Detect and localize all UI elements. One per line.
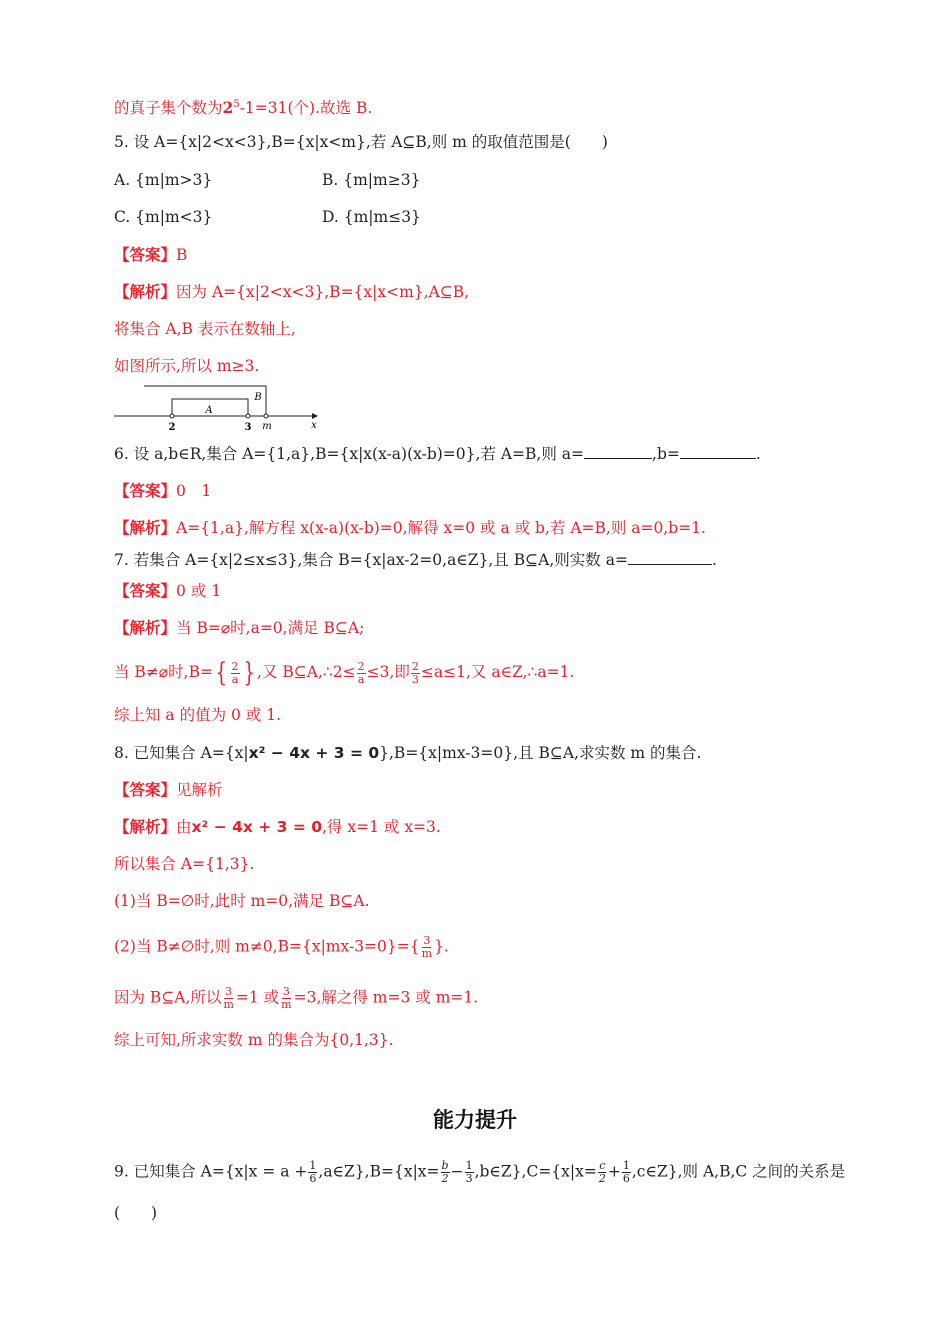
text: 当 B≠⌀时,B= [114,663,213,681]
point-2 [170,414,174,418]
point-m [264,414,268,418]
numerator: 1 [622,1159,630,1172]
answer-tag: 【答案】 [114,481,177,500]
denominator: 2 [598,1172,606,1185]
numerator: 3 [423,934,431,947]
text: 6. 设 a,b∈R,集合 A={1,a},B={x|x(x-a)(x-b)=0},若 A=B,则 a= [114,445,585,463]
fraction [308,1160,317,1185]
q8-explanation-1 [114,817,441,837]
denominator: 2 [441,1172,449,1185]
denominator: m [421,947,433,960]
q9-paren: ( ) [114,1204,158,1222]
q5-option-d: D. {m|m≤3} [322,208,421,226]
text: },B={x|mx-3=0},且 B⊆A,求实数 m 的集合. [379,744,702,762]
text: ,c∈Z},则 A,B,C 之间的关系是 [631,1162,846,1181]
right-brace: } [242,658,255,688]
answer-blank-a [584,444,652,459]
denominator: 3 [411,672,419,686]
fraction [598,1160,607,1185]
answer-tag: 【答案】 [114,581,177,600]
explanation-tag: 【解析】 [114,282,177,301]
text: ≤a≤1,又 a∈Z,∴a=1. [420,663,575,681]
q6-stem [114,444,761,464]
q6-answer [114,481,211,501]
text: . [755,445,761,463]
explanation-tag: 【解析】 [114,518,177,537]
power-base: 2 [222,98,234,118]
answer-value: 0 1 [176,482,212,500]
q5-explanation-2: 将集合 A,B 表示在数轴上, [114,320,296,338]
numerator: b [441,1159,449,1172]
text: }. [434,937,449,956]
explanation-text: A={1,a},解方程 x(x-a)(x-b)=0,解得 x=0 或 a 或 b,若 A=B,则 a=0,b=1. [176,519,706,537]
q5-explanation-3: 如图所示,所以 m≥3. [114,357,260,375]
tick-m: m [262,421,272,432]
denominator: 6 [622,1172,630,1185]
q8-explanation-3: (1)当 B=∅时,此时 m=0,满足 B⊆A. [114,892,370,910]
tick-2: 2 [168,422,176,433]
text: 由 [176,818,192,836]
numerator: 3 [225,985,233,998]
text: ,b= [652,445,680,463]
denominator: 3 [465,1172,473,1185]
text: 8. 已知集合 A={x| [114,744,249,762]
denominator: a [357,672,365,686]
text: ≤3,即 [366,663,410,681]
q8-explanation-2: 所以集合 A={1,3}. [114,855,255,873]
text: 因为 B⊆A,所以 [114,988,222,1007]
answer-value: 见解析 [176,781,223,799]
numerator: 3 [282,985,290,998]
text: =1 或 [235,988,280,1007]
numerator: 1 [309,1159,317,1172]
q8-explanation-5 [114,986,478,1011]
fraction [280,986,292,1011]
answer-value: 0 或 1 [176,582,222,600]
prev-answer-line [114,95,372,118]
label-a: A [205,405,213,416]
axis-arrow [312,413,318,419]
label-b: B [254,392,262,403]
fraction [465,1160,474,1185]
q7-explanation-1 [114,618,364,638]
text: 9. 已知集合 A={x|x = a + [114,1162,308,1181]
axis-x-label: x [311,420,317,431]
power-exp: 5 [233,99,240,110]
q9-stem [114,1160,845,1185]
q8-explanation-6: 综上可知,所求实数 m 的集合为{0,1,3}. [114,1031,394,1049]
equation: x² − 4x + 3 = 0 [191,818,323,836]
q5-explanation-1 [114,282,469,302]
text: (2)当 B≠∅时,则 m≠0,B={x|mx-3=0}={ [114,937,420,956]
answer-blank-b [680,444,756,459]
fraction [231,661,240,686]
text: ,得 x=1 或 x=3. [322,818,441,836]
fraction [222,986,234,1011]
numerator: 1 [465,1159,473,1172]
q8-answer [114,780,223,800]
text: ,a∈Z},B={x|x= [318,1162,440,1181]
left-brace: { [215,658,228,688]
explanation-text: 因为 A={x|2<x<3},B={x|x<m},A⊆B, [176,283,470,301]
explanation-text: 当 B=⌀时,a=0,满足 B⊆A; [176,619,365,637]
set-brace [213,660,257,686]
denominator: m [223,998,234,1011]
text: 7. 若集合 A={x|2≤x≤3},集合 B={x|ax-2=0,a∈Z},且 B⊆A,则实数 a= [114,551,628,569]
answer-blank [628,550,712,565]
explanation-tag: 【解析】 [114,817,177,836]
text: − [450,1162,464,1181]
text: ,又 B⊆A,∴2≤ [257,663,356,681]
q7-stem [114,550,717,570]
equation: x² − 4x + 3 = 0 [248,744,380,762]
text: . [711,551,717,569]
q5-stem: 5. 设 A={x|2<x<3},B={x|x<m},若 A⊆B,则 m 的取值范围是( ) [114,133,608,151]
answer-tag: 【答案】 [114,245,177,264]
explanation-tag: 【解析】 [114,618,177,637]
denominator: m [281,998,292,1011]
q7-explanation-3: 综上知 a 的值为 0 或 1. [114,706,282,724]
text: -1=31(个).故选 B. [239,99,373,118]
numerator: 2 [231,659,239,673]
q5-option-c: C. {m|m<3} [114,208,213,226]
fraction [441,1160,450,1185]
q5-option-a: A. {m|m>3} [114,171,213,189]
tick-3: 3 [244,422,252,433]
q7-explanation-2 [114,660,574,686]
text: + [607,1162,621,1181]
fraction [411,661,420,686]
q7-answer [114,581,221,601]
q8-explanation-4 [114,935,449,960]
q8-stem [114,743,701,763]
denominator: a [231,672,239,686]
text: =3,解之得 m=3 或 m=1. [293,988,479,1007]
section-title: 能力提升 [433,1108,517,1132]
text: 的真子集个数为 [114,99,223,118]
answer-value: B [176,246,188,264]
point-3 [246,414,250,418]
q5-answer [114,245,187,265]
fraction [622,1160,631,1185]
q6-explanation [114,518,706,538]
fraction [357,661,366,686]
number-line-figure [112,382,322,434]
fraction [421,935,433,960]
numerator: c [599,1159,606,1172]
numerator: 2 [411,659,419,673]
numerator: 2 [357,659,365,673]
text: ,b∈Z},C={x|x= [474,1162,597,1181]
q5-option-b: B. {m|m≥3} [322,171,421,189]
answer-tag: 【答案】 [114,780,177,799]
denominator: 6 [309,1172,317,1185]
